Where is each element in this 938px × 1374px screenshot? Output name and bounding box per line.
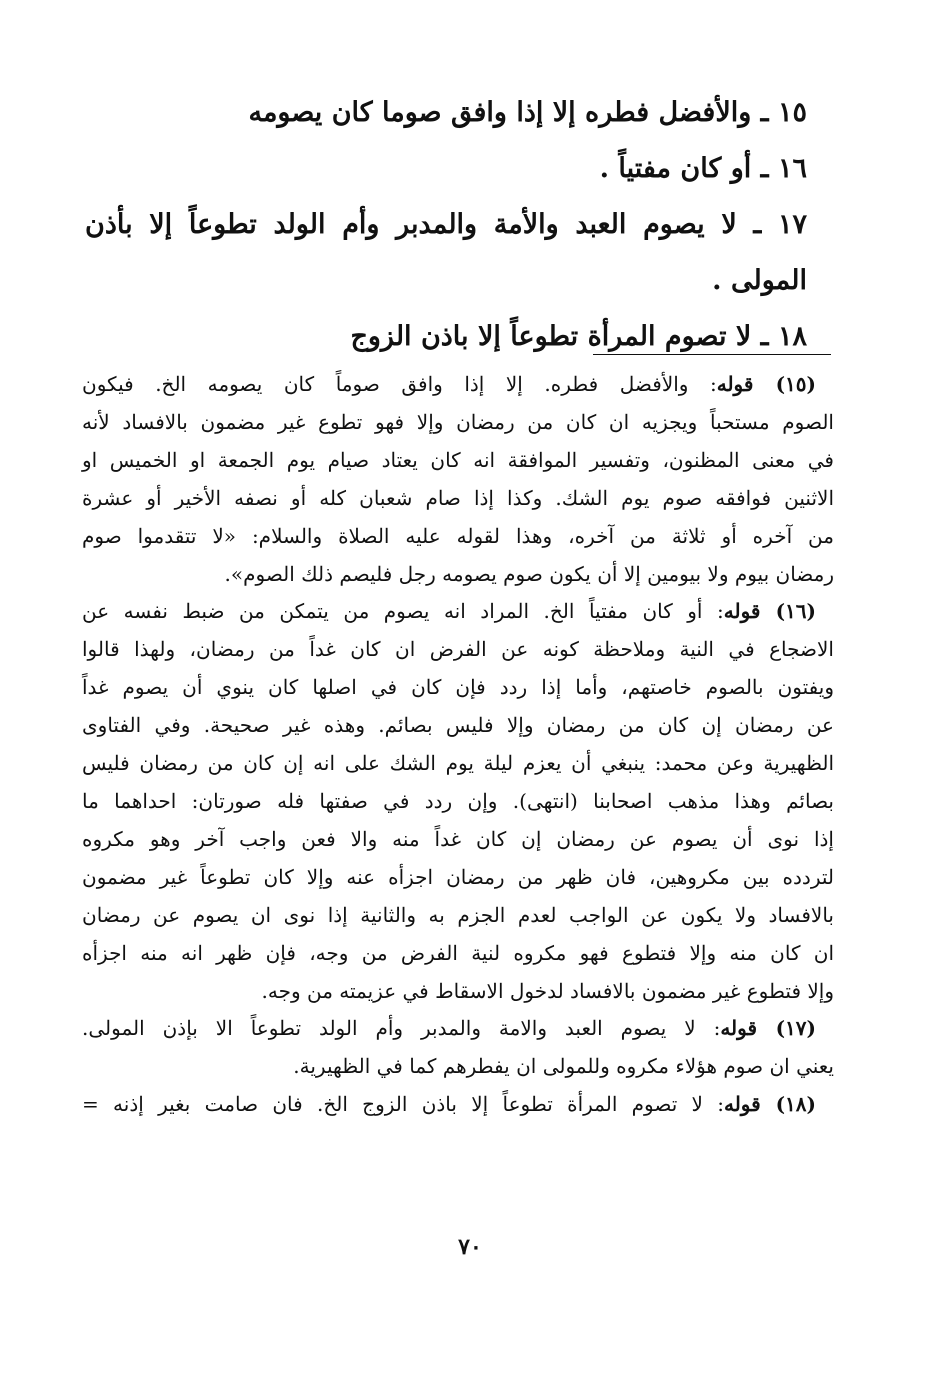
main-line-15: ١٥ ـ والأفضل فطره إلا إذا وافق صوما كان يصومه [248, 97, 807, 128]
note-line: عن رمضان إن كان من رمضان وإلا فليس بصائم. وهذه غير صحيحة. وفي الفتاوى [82, 713, 834, 738]
main-line-18: ١٨ ـ لا تصوم المرأة تطوعاً إلا باذن الزوج [350, 321, 807, 352]
note-line: ويفتون بالصوم خاصتهم، وأما إذا ردد فإن كان في اصلها كان ينوي أن يصوم غداً [82, 675, 834, 700]
main-line-16: ١٦ ـ أو كان مفتياً . [599, 153, 807, 184]
main-line-17-continued-text: المولى . [712, 265, 807, 296]
note-line: إذا نوى أن يصوم عن رمضان إن كان غداً منه والا فعن واجب آخر وهو مكروه [82, 826, 834, 851]
note-line: يعني ان صوم هؤلاء مكروه وللمولى ان يفطرهم كما في الظهيرية. [293, 1054, 834, 1079]
note-lead: (١٨) قوله [723, 1092, 816, 1117]
note-lead: (١٦) قوله [723, 599, 816, 624]
main-line-17-continued [85, 253, 807, 309]
footnote-divider [593, 354, 831, 355]
note-line: (١٦) قوله: أو كان مفتياً الخ. المراد انه يصوم من يتمكن من ضبط نفسه عن [82, 599, 816, 624]
note-line: من آخره أو ثلاثة من آخره، وهذا لقوله عليه الصلاة والسلام: «لا تتقدموا صوم [82, 523, 834, 548]
note-line: (١٨) قوله: لا تصوم المرأة تطوعاً إلا باذن الزوج الخ. فان صامت بغير إذنه = [82, 1092, 816, 1117]
note-line: الاثنين فوافقه صوم يوم الشك. وكذا إذا صام شعبان كله أو نصفه الأخير أو عشرة [82, 485, 834, 510]
note-line: (١٥) قوله: والأفضل فطره. إلا إذا وافق صوماً كان يصومه الخ. فيكون [82, 372, 816, 396]
note-lead: (١٧) قوله [720, 1016, 816, 1041]
note-line: رمضان بيوم ولا بيومين إلا أن يكون صوم يصومه رجل فليصم ذلك الصوم». [224, 561, 834, 586]
note-line: الظهيرية وعن محمد: ينبغي أن يعزم ليلة يوم الشك على انه إن كان من رمضان فليس [82, 751, 834, 776]
note-line: وإلا فتطوع غير مضمون بالافساد لدخول الاسقاط في عزيمته من وجه. [261, 978, 834, 1003]
main-text-block [85, 85, 807, 365]
note-line: بصائم وهذا مذهب اصحابنا (انتهى). وإن ردد في صفتها فله صورتان: احداهما ما [82, 788, 834, 813]
note-lead: (١٥) قوله [716, 372, 816, 396]
main-line-17: ١٧ ـ لا يصوم العبد والأمة والمدبر وأم الولد تطوعاً إلا بأذن [85, 209, 807, 240]
page-number: ٧٠ [458, 1234, 482, 1260]
note-line: (١٧) قوله: لا يصوم العبد والامة والمدبر وأم الولد تطوعاً الا بإذن المولى. [82, 1016, 816, 1041]
note-line: لتردده بين مكروهين، فان ظهر من رمضان اجزأه عنه وإلا كان تطوعاً غير مضمون [82, 864, 834, 889]
note-line: في معنى المظنون، وتفسير الموافقة انه كان يعتاد صيام يوم الجمعة او الخميس او [82, 447, 834, 472]
note-line: ان كان منه وإلا فتطوع فهو مكروه لنية الفرض من وجه، فإن ظهر انه منه اجزأه [82, 940, 834, 965]
note-line: بالافساد ولا يكون عن الواجب لعدم الجزم به والثانية إذا نوى ان يصوم عن رمضان [82, 902, 834, 927]
commentary-block [82, 366, 834, 1124]
note-line: الاضجاع في النية وملاحظة كونه عن الفرض ان كان غداً من رمضان، ولهذا قالوا [82, 637, 834, 662]
note-line: الصوم مستحباً ويجزيه ان كان من رمضان وإلا فهو تطوع غير مضمون بالافساد لأنه [82, 409, 834, 434]
